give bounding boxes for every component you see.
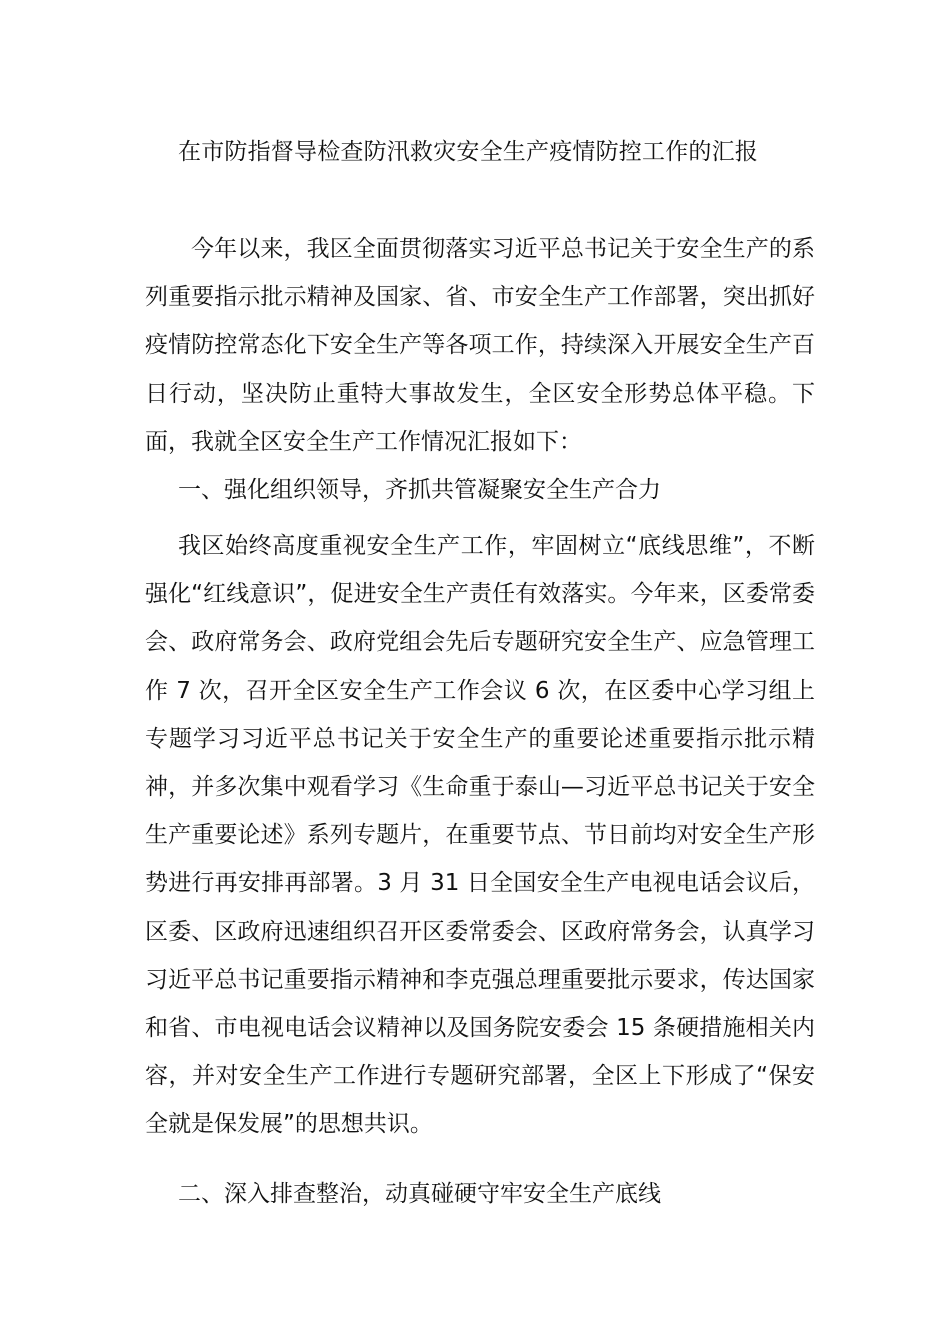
section-heading-1: 一、强化组织领导，齐抓共管凝聚安全生产合力 [178, 477, 661, 503]
section-1-paragraph: 我区始终高度重视安全生产工作，牢固树立“底线思维”，不断强化“红线意识”，促进安全生产责任有效落实。今年来，区委常委会、政府常务会、政府党组会先后专题研究安全生产、应急管理工作 7 次，召开全区安全生产工作会议 6 次，在区委中心学习组上专题学习习近平总书记关于安全生产的重要论述重要指示批示精神，并多次集中观看学习《生命重于泰山—习近平总书记关于安全生产重要论述》系列专题片，在重要节点、节日前均对安全生产形势进行再安排再部署。3 月 31 日全国安全生产电视电话会议后，区委、区政府迅速组织召开区委常委会、区政府常务会，认真学习习近平总书记重要指示精神和李克强总理重要批示要求，传达国家和省、市电视电话会议精神以及国务院安委会 15 条硬措施相关内容，并对安全生产工作进行专题研究部署，全区上下形成了“保安全就是保发展”的思想共识。 [145, 533, 815, 1138]
intro-paragraph: 今年以来，我区全面贯彻落实习近平总书记关于安全生产的系列重要指示批示精神及国家、省、市安全生产工作部署，突出抓好疫情防控常态化下安全生产等各项工作，持续深入开展安全生产百日行动，坚决防止重特大事故发生，全区安全形势总体平稳。下面，我就全区安全生产工作情况汇报如下： [145, 236, 815, 455]
document-title: 在市防指督导检查防汛救灾安全生产疫情防控工作的汇报 [178, 139, 758, 165]
section-heading-2: 二、深入排查整治，动真碰硬守牢安全生产底线 [178, 1181, 661, 1207]
